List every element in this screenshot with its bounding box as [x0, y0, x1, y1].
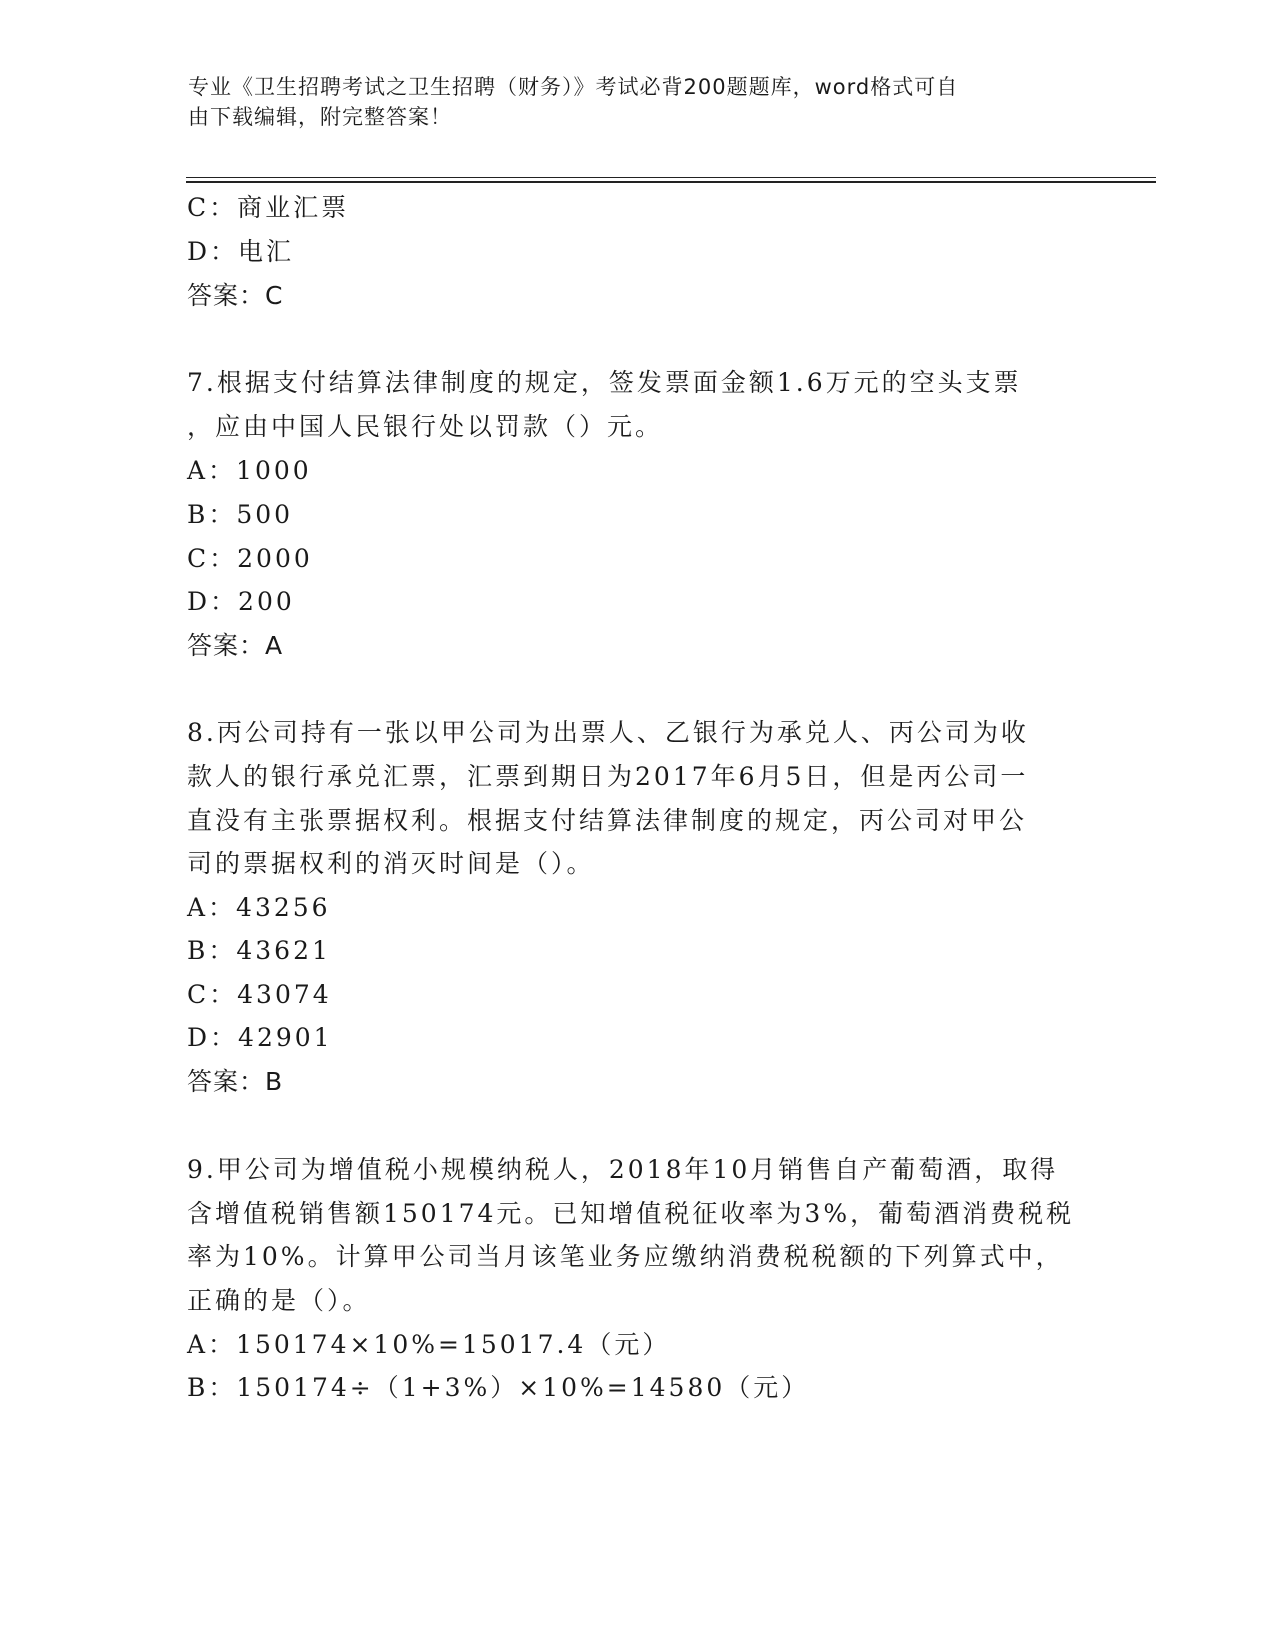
- q8-stem-line-3: 直没有主张票据权利。根据支付结算法律制度的规定，丙公司对甲公: [187, 806, 1028, 835]
- header-line-2: 由下载编辑，附完整答案！: [188, 105, 452, 129]
- q9-option-a: A：150174×10%=15017.4（元）: [187, 1330, 671, 1359]
- q6-option-d: D：电汇: [187, 237, 295, 266]
- q9-stem-line-2: 含增值税销售额150174元。已知增值税征收率为3%，葡萄酒消费税税: [187, 1199, 1075, 1228]
- q8-stem-line-4: 司的票据权利的消灭时间是（）。: [187, 849, 595, 878]
- q8-option-d: D：42901: [187, 1023, 333, 1052]
- q7-option-a: A：1000: [187, 456, 312, 485]
- q6-option-c: C：商业汇票: [187, 193, 350, 222]
- q7-option-c: C：2000: [187, 544, 313, 573]
- q9-stem-line-4: 正确的是（）。: [187, 1286, 371, 1315]
- q9-option-b: B：150174÷（1+3%）×10%=14580（元）: [187, 1373, 810, 1402]
- q8-answer: 答案：B: [187, 1067, 284, 1096]
- q8-option-b: B：43621: [187, 936, 331, 965]
- q7-stem-line-1: 7.根据支付结算法律制度的规定，签发票面金额1.6万元的空头支票: [187, 368, 1022, 397]
- q7-option-d: D：200: [187, 587, 295, 616]
- q8-option-a: A：43256: [187, 893, 331, 922]
- header-divider-thick: [186, 181, 1156, 183]
- q6-answer: 答案：C: [187, 281, 284, 310]
- header-divider-thin: [186, 177, 1156, 178]
- q9-stem-line-1: 9.甲公司为增值税小规模纳税人，2018年10月销售自产葡萄酒，取得: [187, 1155, 1059, 1184]
- q7-option-b: B：500: [187, 500, 294, 529]
- q8-option-c: C：43074: [187, 980, 332, 1009]
- q8-stem-line-2: 款人的银行承兑汇票，汇票到期日为2017年6月5日，但是丙公司一: [187, 762, 1029, 791]
- q9-stem-line-3: 率为10%。计算甲公司当月该笔业务应缴纳消费税税额的下列算式中，: [187, 1242, 1064, 1271]
- document-header: [188, 72, 1068, 132]
- q7-answer: 答案：A: [187, 631, 284, 660]
- q8-stem-line-1: 8.丙公司持有一张以甲公司为出票人、乙银行为承兑人、丙公司为收: [187, 718, 1029, 747]
- header-line-1: 专业《卫生招聘考试之卫生招聘（财务）》考试必背200题题库，word格式可自: [188, 75, 959, 99]
- q7-stem-line-2: ，应由中国人民银行处以罚款（）元。: [187, 412, 664, 441]
